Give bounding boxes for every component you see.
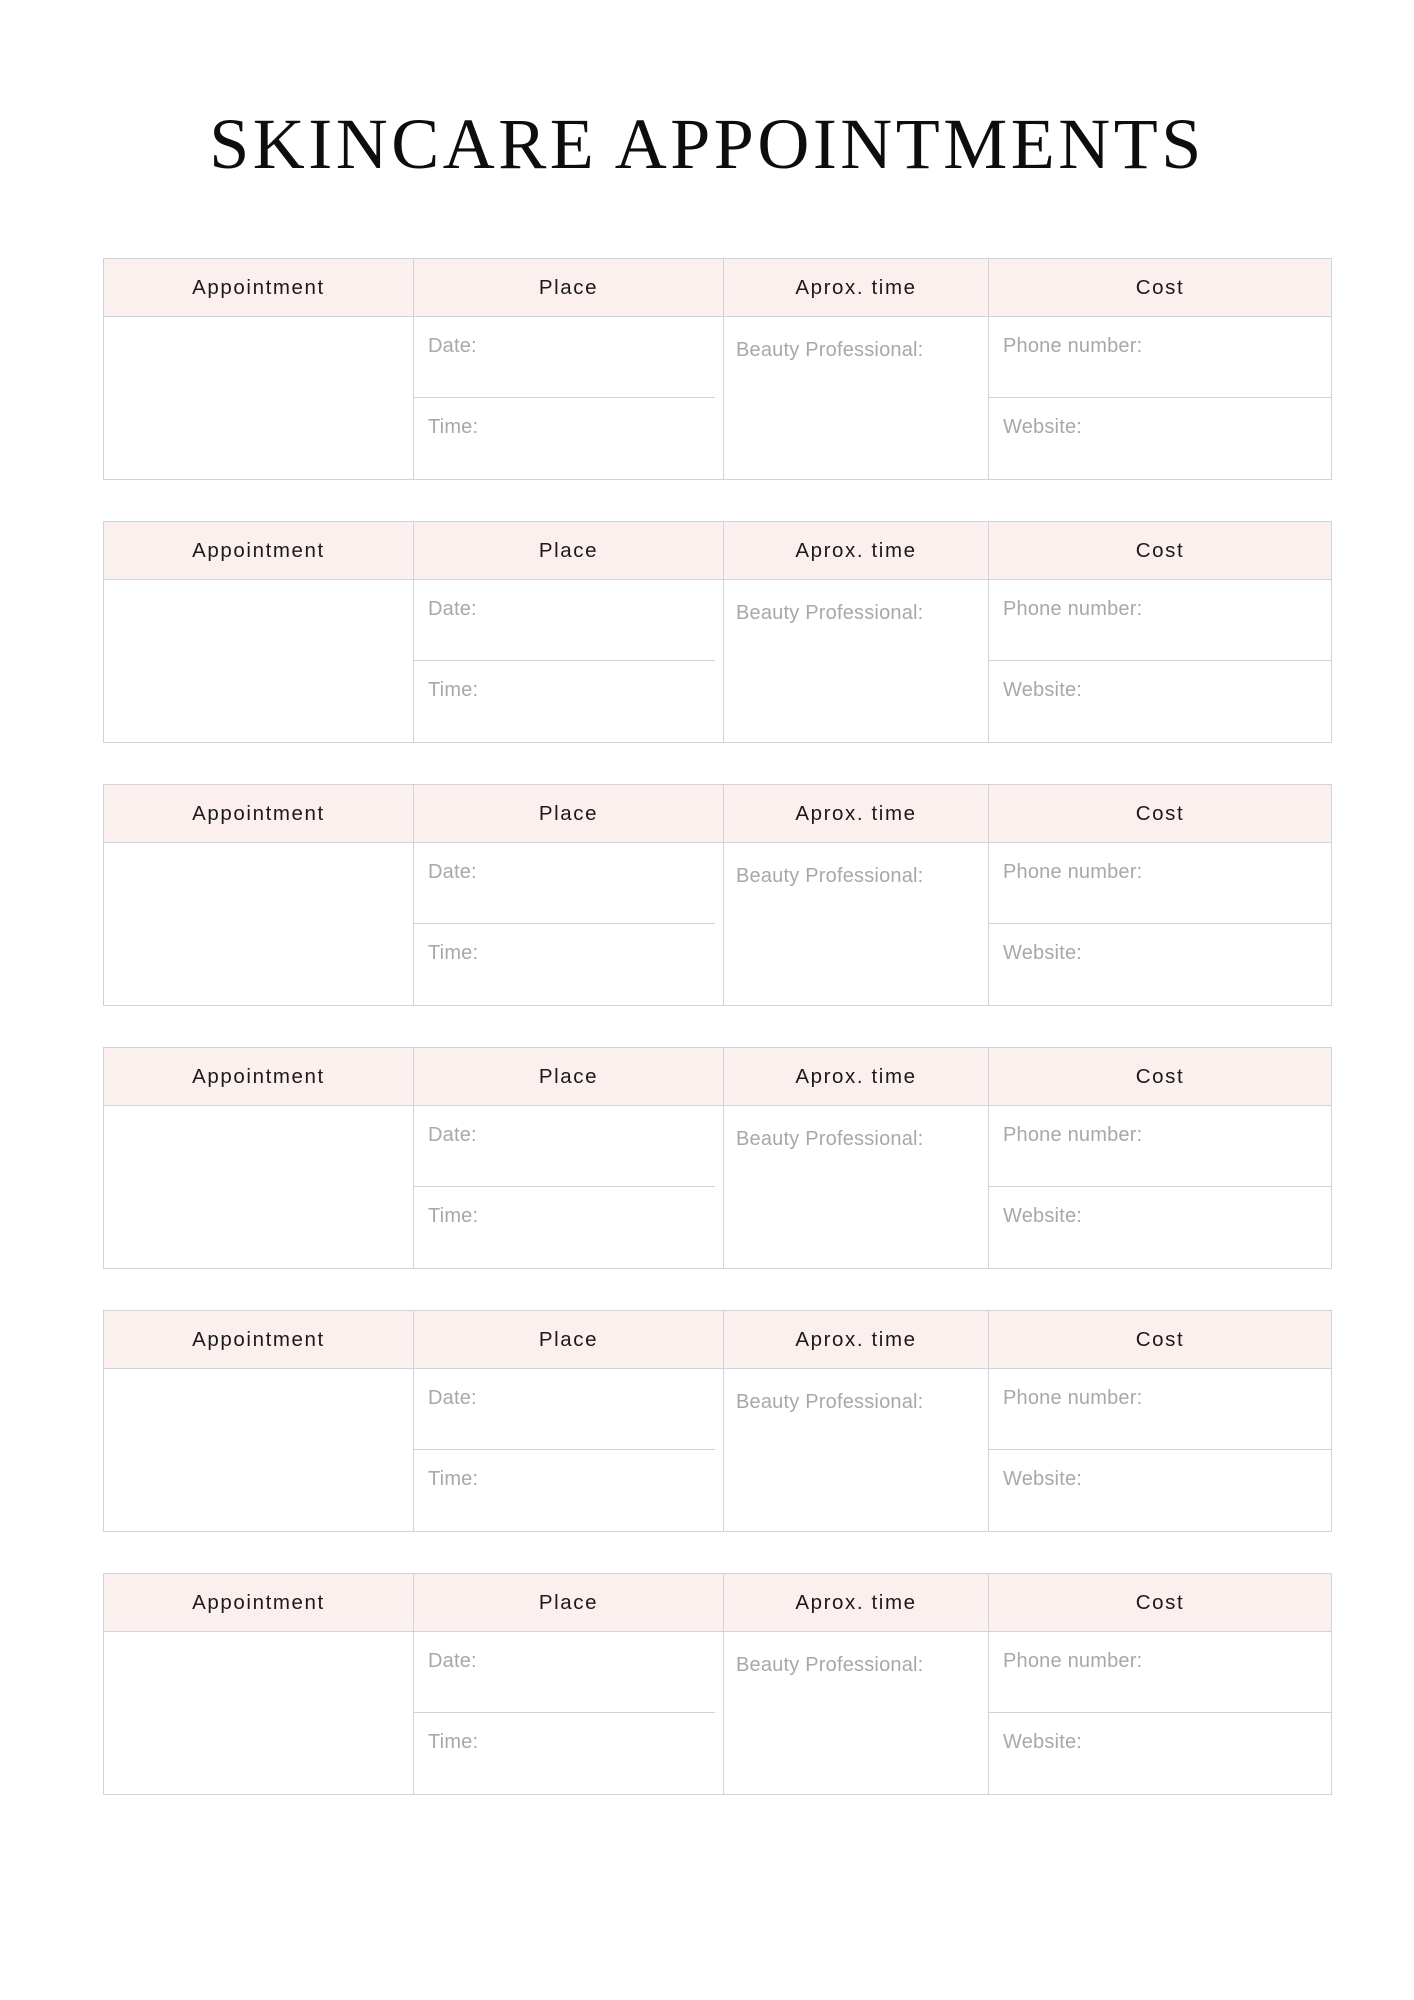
phone-number-field[interactable]: Phone number: — [989, 580, 1331, 661]
table-header-row — [104, 1048, 1332, 1106]
cost-cell — [989, 317, 1332, 480]
cost-cell — [989, 580, 1332, 743]
column-header-aprox-time: Aprox. time — [724, 1048, 989, 1106]
table-header-row — [104, 259, 1332, 317]
beauty-professional-field[interactable]: Beauty Professional: — [724, 1632, 989, 1795]
column-header-cost: Cost — [989, 1311, 1332, 1369]
column-header-aprox-time: Aprox. time — [724, 1574, 989, 1632]
time-field[interactable]: Time: — [428, 1205, 479, 1227]
appointment-block — [103, 1047, 1331, 1269]
date-field[interactable]: Date: — [414, 1632, 723, 1713]
table-row — [104, 1369, 1332, 1532]
table-row — [104, 843, 1332, 1006]
table-header-row — [104, 785, 1332, 843]
beauty-professional-field[interactable]: Beauty Professional: — [724, 843, 989, 1006]
beauty-professional-field[interactable]: Beauty Professional: — [724, 317, 989, 480]
appointments-list — [103, 258, 1331, 1795]
column-header-aprox-time: Aprox. time — [724, 785, 989, 843]
column-header-place: Place — [414, 1311, 724, 1369]
beauty-professional-field[interactable]: Beauty Professional: — [724, 580, 989, 743]
cost-cell — [989, 1632, 1332, 1795]
table-row — [104, 1106, 1332, 1269]
website-field[interactable]: Website: — [1003, 942, 1083, 964]
column-header-cost: Cost — [989, 1048, 1332, 1106]
column-header-appointment: Appointment — [104, 785, 414, 843]
appointment-block — [103, 258, 1331, 480]
column-header-place: Place — [414, 1048, 724, 1106]
appointment-table — [103, 1047, 1332, 1269]
beauty-professional-field[interactable]: Beauty Professional: — [724, 1106, 989, 1269]
column-header-appointment: Appointment — [104, 1048, 414, 1106]
time-field[interactable]: Time: — [428, 1731, 479, 1753]
phone-number-field[interactable]: Phone number: — [989, 1369, 1331, 1450]
column-header-appointment: Appointment — [104, 1311, 414, 1369]
website-field[interactable]: Website: — [1003, 1468, 1083, 1490]
appointment-table — [103, 784, 1332, 1006]
website-field[interactable]: Website: — [1003, 679, 1083, 701]
table-row — [104, 317, 1332, 480]
column-header-cost: Cost — [989, 522, 1332, 580]
appointment-input-cell[interactable] — [104, 843, 414, 1006]
table-header-row — [104, 1574, 1332, 1632]
cost-cell — [989, 1106, 1332, 1269]
website-field[interactable]: Website: — [1003, 1731, 1083, 1753]
page-title: SKINCARE APPOINTMENTS — [209, 104, 1205, 184]
phone-number-field[interactable]: Phone number: — [989, 843, 1331, 924]
column-header-appointment: Appointment — [104, 522, 414, 580]
place-cell — [414, 580, 724, 743]
column-header-appointment: Appointment — [104, 1574, 414, 1632]
table-row — [104, 1632, 1332, 1795]
column-header-aprox-time: Aprox. time — [724, 259, 989, 317]
cost-cell — [989, 843, 1332, 1006]
column-header-aprox-time: Aprox. time — [724, 1311, 989, 1369]
place-cell — [414, 1369, 724, 1532]
appointment-input-cell[interactable] — [104, 1369, 414, 1532]
column-header-place: Place — [414, 522, 724, 580]
date-field[interactable]: Date: — [414, 580, 723, 661]
beauty-professional-field[interactable]: Beauty Professional: — [724, 1369, 989, 1532]
place-cell — [414, 317, 724, 480]
date-field[interactable]: Date: — [414, 843, 723, 924]
column-header-cost: Cost — [989, 785, 1332, 843]
appointment-input-cell[interactable] — [104, 1106, 414, 1269]
column-header-place: Place — [414, 1574, 724, 1632]
column-header-place: Place — [414, 785, 724, 843]
date-field[interactable]: Date: — [414, 1369, 723, 1450]
appointment-table — [103, 521, 1332, 743]
place-cell — [414, 1632, 724, 1795]
column-header-place: Place — [414, 259, 724, 317]
column-header-cost: Cost — [989, 1574, 1332, 1632]
cost-cell — [989, 1369, 1332, 1532]
website-field[interactable]: Website: — [1003, 1205, 1083, 1227]
column-header-appointment: Appointment — [104, 259, 414, 317]
place-cell — [414, 843, 724, 1006]
time-field[interactable]: Time: — [428, 679, 479, 701]
appointment-block — [103, 1310, 1331, 1532]
appointment-block — [103, 784, 1331, 1006]
place-cell — [414, 1106, 724, 1269]
date-field[interactable]: Date: — [414, 317, 723, 398]
time-field[interactable]: Time: — [428, 1468, 479, 1490]
phone-number-field[interactable]: Phone number: — [989, 1632, 1331, 1713]
appointment-input-cell[interactable] — [104, 1632, 414, 1795]
appointment-table — [103, 258, 1332, 480]
column-header-aprox-time: Aprox. time — [724, 522, 989, 580]
table-header-row — [104, 522, 1332, 580]
time-field[interactable]: Time: — [428, 416, 479, 438]
table-header-row — [104, 1311, 1332, 1369]
appointment-input-cell[interactable] — [104, 317, 414, 480]
time-field[interactable]: Time: — [428, 942, 479, 964]
phone-number-field[interactable]: Phone number: — [989, 1106, 1331, 1187]
website-field[interactable]: Website: — [1003, 416, 1083, 438]
appointment-table — [103, 1573, 1332, 1795]
phone-number-field[interactable]: Phone number: — [989, 317, 1331, 398]
appointment-input-cell[interactable] — [104, 580, 414, 743]
date-field[interactable]: Date: — [414, 1106, 723, 1187]
column-header-cost: Cost — [989, 259, 1332, 317]
appointment-block — [103, 1573, 1331, 1795]
table-row — [104, 580, 1332, 743]
appointment-table — [103, 1310, 1332, 1532]
appointment-block — [103, 521, 1331, 743]
